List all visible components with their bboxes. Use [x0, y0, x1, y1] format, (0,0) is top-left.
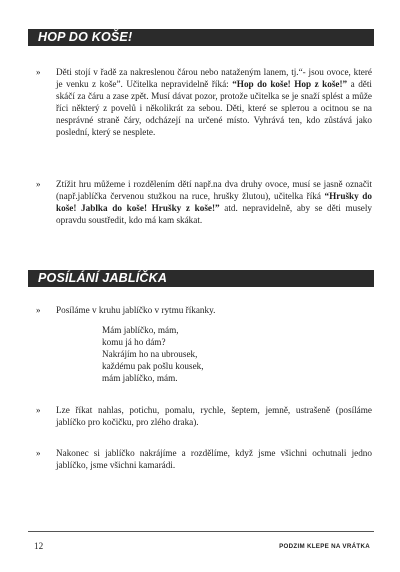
bullet-marker: » [36, 448, 41, 458]
paragraph-text: Ztížit hru můžeme i rozdělením dětí např.na dva druhy ovoce, musí se jasně označit (např.jablíčka červenou stužkou na ruce, hrušky žlutou), učitelka říká [56, 179, 372, 202]
paragraph-bold-text: “Hop do koše! Hop z koše!” [232, 79, 348, 90]
poem-line: Nakrájím ho na ubrousek, [102, 349, 198, 360]
paragraph-text: Děti stojí v řadě za nakreslenou čárou nebo nataženým lanem, tj.“- jsou ovoce, které je venku z koše”. Učitelka nepravidelně říká: [56, 67, 372, 90]
poem-line: komu já ho dám? [102, 337, 166, 348]
poem [102, 324, 204, 384]
section-banner-hop-do-kose [28, 29, 374, 46]
section-title: HOP DO KOŠE! [38, 30, 133, 44]
paragraph [56, 66, 372, 139]
paragraph-text: atd. nepravidelně, aby se děti musely opravdu soustředit, kdo má kam skákat. [56, 203, 373, 226]
paragraph: Lze říkat nahlas, potichu, pomalu, rychle, šeptem, jemně, ustrašeně (posíláme jablíčko pro kočičku, pro zlého draka). [56, 405, 372, 428]
section-title: POSÍLÁNÍ JABLÍČKA [38, 271, 168, 285]
section-banner-posilani-jablicka [28, 270, 374, 287]
bullet-marker: » [36, 405, 41, 415]
page-number: 12 [34, 541, 44, 551]
paragraph: Nakonec si jablíčko nakrájíme a rozdělíme, když jsme všichni ochutnali jedno jablíčko, jsme všichni kamarádi. [56, 448, 372, 471]
paragraph-text: a děti skáčí za čáru a zase zpět. Musí dávat pozor, protože učitelka se je snaží splést a může říci některý z povelů i několikrát za sebou. Děti, které se splетou a ocitnou se na nesprávné straně čáry, odcházejí na určené místo. Vyhrává ten, kdo zůstává jako poslední, který se nesplete. [56, 79, 372, 138]
poem-line: každému pak pošlu kousek, [102, 361, 204, 372]
footer-divider [28, 531, 374, 532]
paragraph-bold-text: “Hrušky do koše! Jablka do koše! Hrušky z koše!” [56, 191, 372, 214]
running-head: PODZIM KLEPE NA VRÁTKA [279, 543, 370, 550]
bullet-marker: » [36, 179, 41, 189]
bullet-marker: » [36, 67, 41, 77]
paragraph [56, 178, 372, 226]
poem-line: Mám jablíčko, mám, [102, 325, 179, 335]
paragraph: Posíláme v kruhu jablíčko v rytmu říkanky. [56, 305, 216, 315]
bullet-marker: » [36, 305, 41, 315]
poem-line: mám jablíčko, mám. [102, 373, 178, 384]
